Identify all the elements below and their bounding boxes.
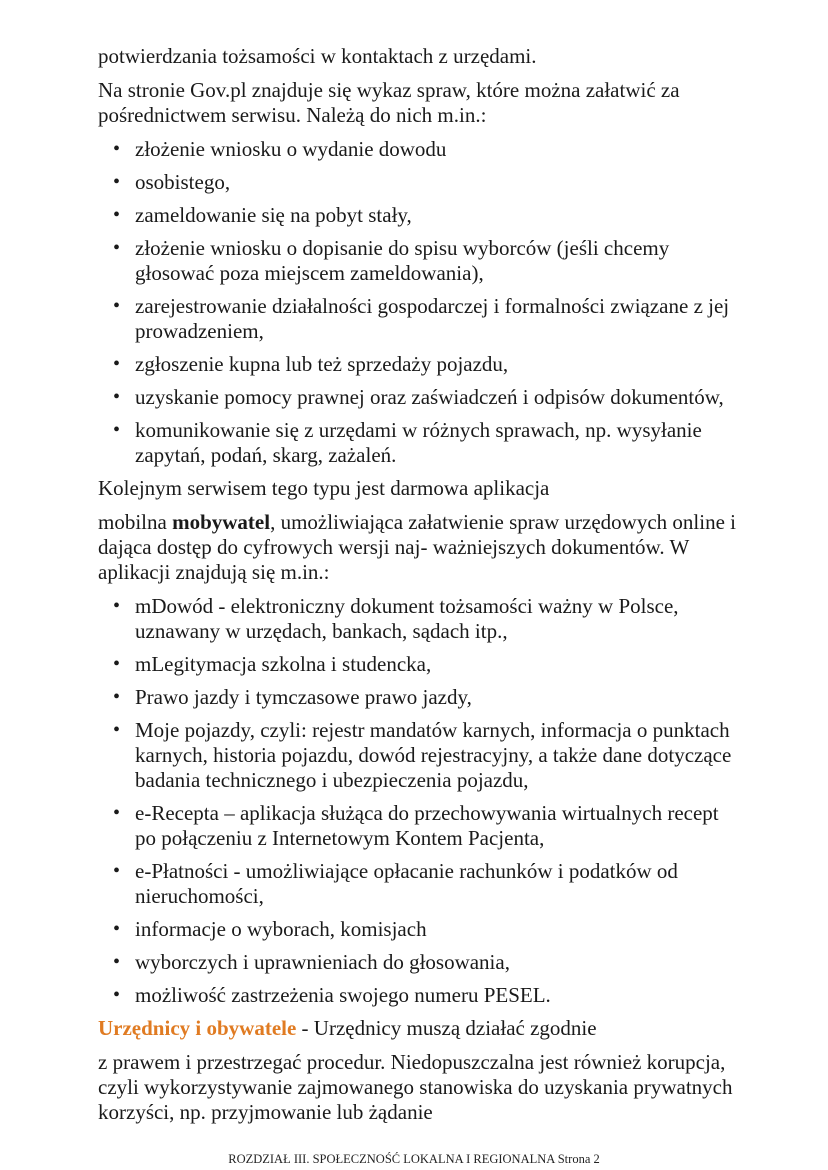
list-item: • możliwość zastrzeżenia swojego numeru PESEL.	[98, 983, 738, 1008]
list-item: • wyborczych i uprawnieniach do głosowania,	[98, 950, 738, 975]
gov-services-list	[98, 137, 738, 468]
app-name: mobywatel	[172, 510, 271, 534]
text: mobilna	[98, 510, 173, 534]
paragraph-mobywatel	[98, 510, 738, 585]
list-item: • złożenie wniosku o dopisanie do spisu wyborców (jeśli chcemy głosować poza miejscem zameldowania),	[98, 236, 738, 286]
list-item: • uzyskanie pomocy prawnej oraz zaświadczeń i odpisów dokumentów,	[98, 385, 738, 410]
paragraph-officials	[98, 1016, 738, 1041]
list-item: • Moje pojazdy, czyli: rejestr mandatów karnych, informacja o punktach karnych, historia pojazdu, dowód rejestracyjny, a także dane dotyczące badania technicznego i ubezpieczenia pojazdu,	[98, 718, 738, 793]
list-item: • e-Płatności - umożliwiające opłacanie rachunków i podatków od nieruchomości,	[98, 859, 738, 909]
text: , umożliwiająca załatwienie spraw urzędowych online i dająca dostęp do cyfrowych wersji naj- ważniejszych dokumentów. W aplikacji znajdują się m.in.:	[98, 510, 736, 584]
list-item: • osobistego,	[98, 170, 738, 195]
list-item: • mLegitymacja szkolna i studencka,	[98, 652, 738, 677]
list-item: • zameldowanie się na pobyt stały,	[98, 203, 738, 228]
paragraph-gov-pl: Na stronie Gov.pl znajduje się wykaz spraw, które można załatwić za pośrednictwem serwisu. Należą do nich m.in.:	[98, 78, 680, 127]
list-item: • Prawo jazdy i tymczasowe prawo jazdy,	[98, 685, 738, 710]
list-item: • zarejestrowanie działalności gospodarczej i formalności związane z jej prowadzeniem,	[98, 294, 738, 344]
paragraph-intro: potwierdzania tożsamości w kontaktach z urzędami.	[98, 44, 537, 68]
list-item: • informacje o wyborach, komisjach	[98, 917, 738, 942]
section-heading: Urzędnicy i obywatele	[98, 1016, 297, 1040]
paragraph-app-intro: Kolejnym serwisem tego typu jest darmowa aplikacja	[98, 476, 550, 500]
list-item: • zgłoszenie kupna lub też sprzedaży pojazdu,	[98, 352, 738, 377]
paragraph-corruption: z prawem i przestrzegać procedur. Niedopuszczalna jest również korupcja, czyli wykorzystywanie zajmowanego stanowiska do uzyskania prywatnych korzyści, np. przyjmowanie lub żądanie	[98, 1050, 733, 1124]
list-item: • komunikowanie się z urzędami w różnych sprawach, np. wysyłanie zapytań, podań, skarg, zażaleń.	[98, 418, 738, 468]
page-footer: ROZDZIAŁ III. SPOŁECZNOŚĆ LOKALNA I REGIONALNA Strona 2	[228, 1152, 600, 1166]
list-item: • e-Recepta – aplikacja służąca do przechowywania wirtualnych recept po połączeniu z Internetowym Kontem Pacjenta,	[98, 801, 738, 851]
app-features-list	[98, 594, 738, 1008]
list-item: • złożenie wniosku o wydanie dowodu	[98, 137, 738, 162]
list-item: • mDowód - elektroniczny dokument tożsamości ważny w Polsce, uznawany w urzędach, bankach, sądach itp.,	[98, 594, 738, 644]
text: - Urzędnicy muszą działać zgodnie	[296, 1016, 597, 1040]
document-page	[98, 44, 738, 1134]
